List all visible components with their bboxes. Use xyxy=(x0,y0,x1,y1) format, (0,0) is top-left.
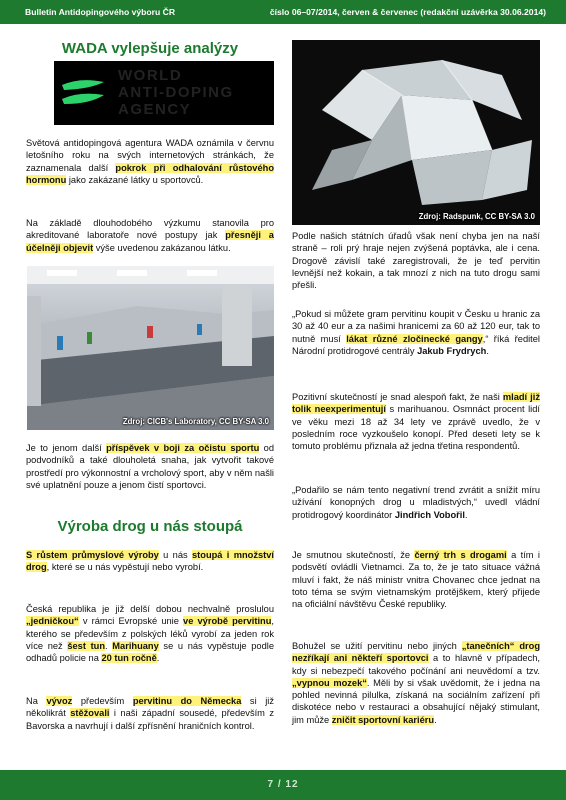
wada-logo-text: WORLD ANTI-DOPING AGENCY xyxy=(118,67,234,118)
article-title-drugs: Výroba drog u nás stoupá xyxy=(57,518,243,535)
lab-photo-credit: Zdroj: CICB's Laboratory, CC BY-SA 3.0 xyxy=(122,417,269,426)
bulletin-title: Bulletin Antidopingového výboru ČR xyxy=(25,7,176,17)
drugs-right-paragraph-2: „Pokud si můžete gram pervitinu koupit v Česku u hranic za 30 až 40 eur a za našimi hranicemi za 60 až 120 eur, tak to nutně musí lákat různé zločinecké gangy,“ říká ředitel Národní protidrogové centrály Jakub Frydrych. xyxy=(292,309,541,356)
drugs-right-paragraph-6: Bohužel se užití pervitinu nebo jiných „tanečních“ drog nezříkají ani někteří sportovci a to hlavně v případech, kdy si nebezpečí takového počínání ani neuvědomí a tzv. „vypnou mozek“. Měli by si však uvědomit, že i jedna na pohled nevinná pilulka, získaná na sociálním zařízení při diskotéce nebo v restauraci a obsahující nějaký stimulant, jim může zničit sportovní kariéru. xyxy=(292,641,540,725)
wada-paragraph-3: Je to jenom další příspěvek v boji za očistu sportu od podvodníků a také dlouholetá snaha, jak vytvořit takové prostředí pro výkonnostní a vrcholový sport, aby v něm našli své uplatnění pouze a jenom čistí sportovci. xyxy=(26,443,274,490)
crystal-photo-credit: Zdroj: Radspunk, CC BY-SA 3.0 xyxy=(418,212,535,221)
drugs-right-paragraph-1: Podle našich státních úřadů však není chyba jen na naší straně – roli prý hraje nejen zvýšená poptávka, ale i cena. Drogově závislí také zaregistrovali, že je teď pervitin levnější než kokain, a tak mnozí z nich na tuto drogu sami přešli. xyxy=(292,231,540,291)
wada-paragraph-1: Světová antidopingová agentura WADA oznámila v červnu letošního roku na svých internetových stránkách, že zaznamenala další pokrok při odhalování růstového hormonu jako zakázané látky u sportovců. xyxy=(26,138,274,185)
drugs-paragraph-2: Česká republika je již delší dobou nechvalně proslulou „jedničkou“ v rámci Evropské unie ve výrobě pervitinu, kterého se především z polských léků vyrobí za jeden rok více než šest tun. Marihuany se u nás vypěstuje podle odhadů policie na 20 tun ročně. xyxy=(26,604,274,664)
wada-paragraph-2: Na základě dlouhodobého výzkumu stanovila pro akreditované laboratoře nové postupy jak přesněji a účelněji objevit výše uvedenou zakázanou látku. xyxy=(26,218,274,253)
drugs-paragraph-1: S růstem průmyslové výroby u nás stoupá i množství drog, které se u nás vypěstují nebo vyrobí. xyxy=(26,550,274,573)
page-footer xyxy=(0,770,566,800)
article-title-wada: WADA vylepšuje analýzy xyxy=(61,40,239,57)
drugs-right-paragraph-4: „Podařilo se nám tento negativní trend zvrátit a snížit míru užívání konopných drog u mladistvých,“ uvedl vládní protidrogový koordinátor Jindřich Vobořil. xyxy=(292,485,540,520)
drugs-right-paragraph-3: Pozitivní skutečností je snad alespoň fakt, že naši mladí již tolik neexperimentují s marihuanou. Osmnáct procent lidí ve věku mezi 18 až 34 lety ve zprávě uvedlo, že v posledním roce vyzkoušelo konopí. Před deseti lety se k tomuto problému přiznala až jedna třetina respondentů. xyxy=(292,392,540,452)
drugs-right-paragraph-5: Je smutnou skutečností, že černý trh s drogami a tím i podsvětí ovládli Vietnamci. Za to, že je tato situace vážná mluví i fakt, že náš ministr vnitra Chovanec chce jednat na toto téma se svým vietnamským protějškem, který přijede na oficiální návštěvu České republiky. xyxy=(292,550,540,610)
lab-photo xyxy=(27,266,274,430)
crystal-photo xyxy=(292,40,540,225)
page-number: 7 / 12 xyxy=(267,779,299,790)
issue-info: číslo 06–07/2014, červen & červenec (redakční uzávěrka 30.06.2014) xyxy=(269,7,546,17)
wada-mark-icon xyxy=(60,75,106,111)
wada-logo xyxy=(54,61,274,125)
drugs-paragraph-3: Na vývoz především pervitinu do Německa si již několikrát stěžovali i naši západní sousedé, především z Bavorska a navrhují i další zpřísnění hraničních kontrol. xyxy=(26,696,274,731)
bulletin-header xyxy=(0,0,566,24)
